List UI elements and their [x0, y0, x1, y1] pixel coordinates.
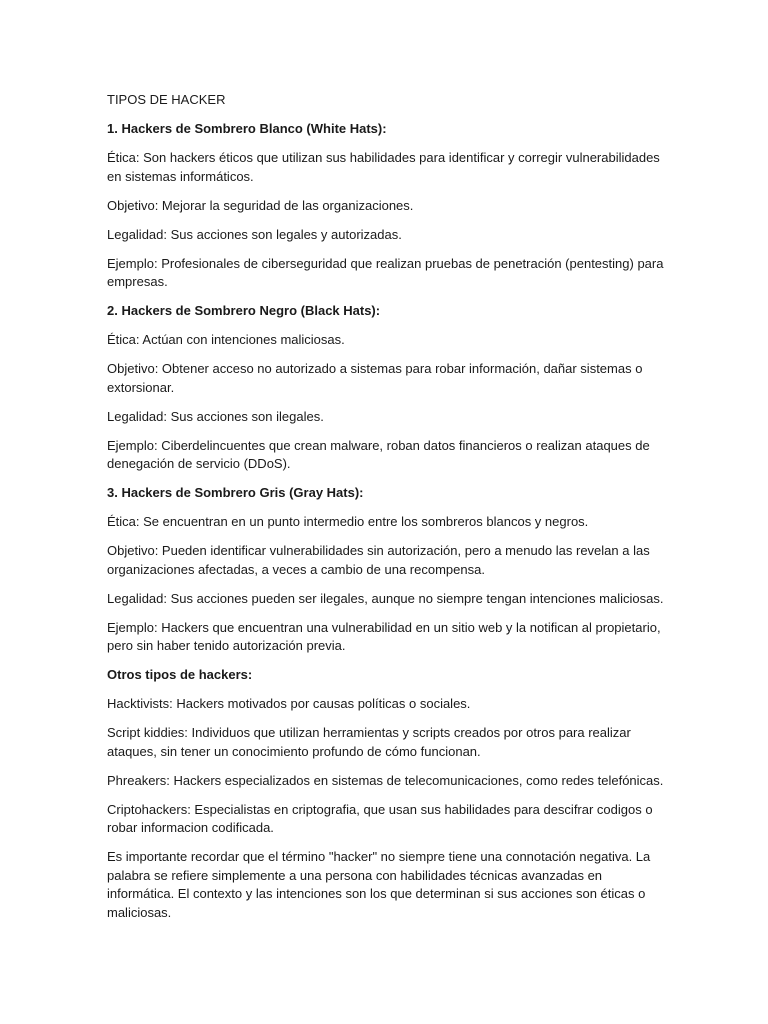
section-heading: 1. Hackers de Sombrero Blanco (White Hats): [107, 121, 387, 136]
body-paragraph: Phreakers: Hackers especializados en sistemas de telecomunicaciones, como redes telefónicas. [107, 772, 664, 788]
section-heading: 2. Hackers de Sombrero Negro (Black Hats): [107, 303, 381, 318]
body-paragraph: Hacktivists: Hackers motivados por causas políticas o sociales. [107, 696, 471, 711]
body-paragraph: Ética: Son hackers éticos que utilizan sus habilidades para identificar y corregir vulnerabilidades en sistemas informáticos. [107, 150, 660, 184]
body-paragraph: Criptohackers: Especialistas en criptografia, que usan sus habilidades para descifrar codigos o robar informacion codificada. [107, 801, 653, 835]
body-paragraph: Es importante recordar que el término "hacker" no siempre tiene una connotación negativa. La palabra se refiere simplemente a una persona con habilidades técnicas avanzadas en informática. El contexto y las intenciones son los que determinan si sus acciones son éticas o maliciosas. [107, 849, 651, 920]
section-heading: Otros tipos de hackers: [107, 667, 253, 682]
body-paragraph: Legalidad: Sus acciones son ilegales. [107, 408, 324, 424]
body-paragraph: Legalidad: Sus acciones son legales y autorizadas. [107, 226, 402, 242]
body-paragraph: Objetivo: Obtener acceso no autorizado a sistemas para robar información, dañar sistemas o extorsionar. [107, 361, 643, 395]
body-paragraph: Ejemplo: Ciberdelincuentes que crean malware, roban datos financieros o realizan ataques de denegación de servicio (DDoS). [107, 437, 650, 471]
body-paragraph: Objetivo: Mejorar la seguridad de las organizaciones. [107, 197, 414, 213]
body-paragraph: Ética: Actúan con intenciones maliciosas. [107, 332, 345, 347]
body-paragraph: Ejemplo: Profesionales de ciberseguridad que realizan pruebas de penetración (pentesting) para empresas. [107, 255, 664, 289]
document-title: TIPOS DE HACKER [107, 92, 226, 107]
body-paragraph: Ética: Se encuentran en un punto intermedio entre los sombreros blancos y negros. [107, 514, 589, 529]
body-paragraph: Objetivo: Pueden identificar vulnerabilidades sin autorización, pero a menudo las revelan a las organizaciones afectadas, a veces a cambio de una recompensa. [107, 543, 650, 577]
body-paragraph: Legalidad: Sus acciones pueden ser ilegales, aunque no siempre tengan intenciones maliciosas. [107, 590, 664, 606]
section-heading: 3. Hackers de Sombrero Gris (Gray Hats): [107, 485, 364, 500]
body-paragraph: Ejemplo: Hackers que encuentran una vulnerabilidad en un sitio web y la notifican al propietario, pero sin haber tenido autorización previa. [107, 619, 661, 653]
document-page [107, 91, 667, 933]
document-body [107, 120, 667, 922]
body-paragraph: Script kiddies: Individuos que utilizan herramientas y scripts creados por otros para realizar ataques, sin tener un conocimiento profundo de cómo funcionan. [107, 725, 631, 759]
